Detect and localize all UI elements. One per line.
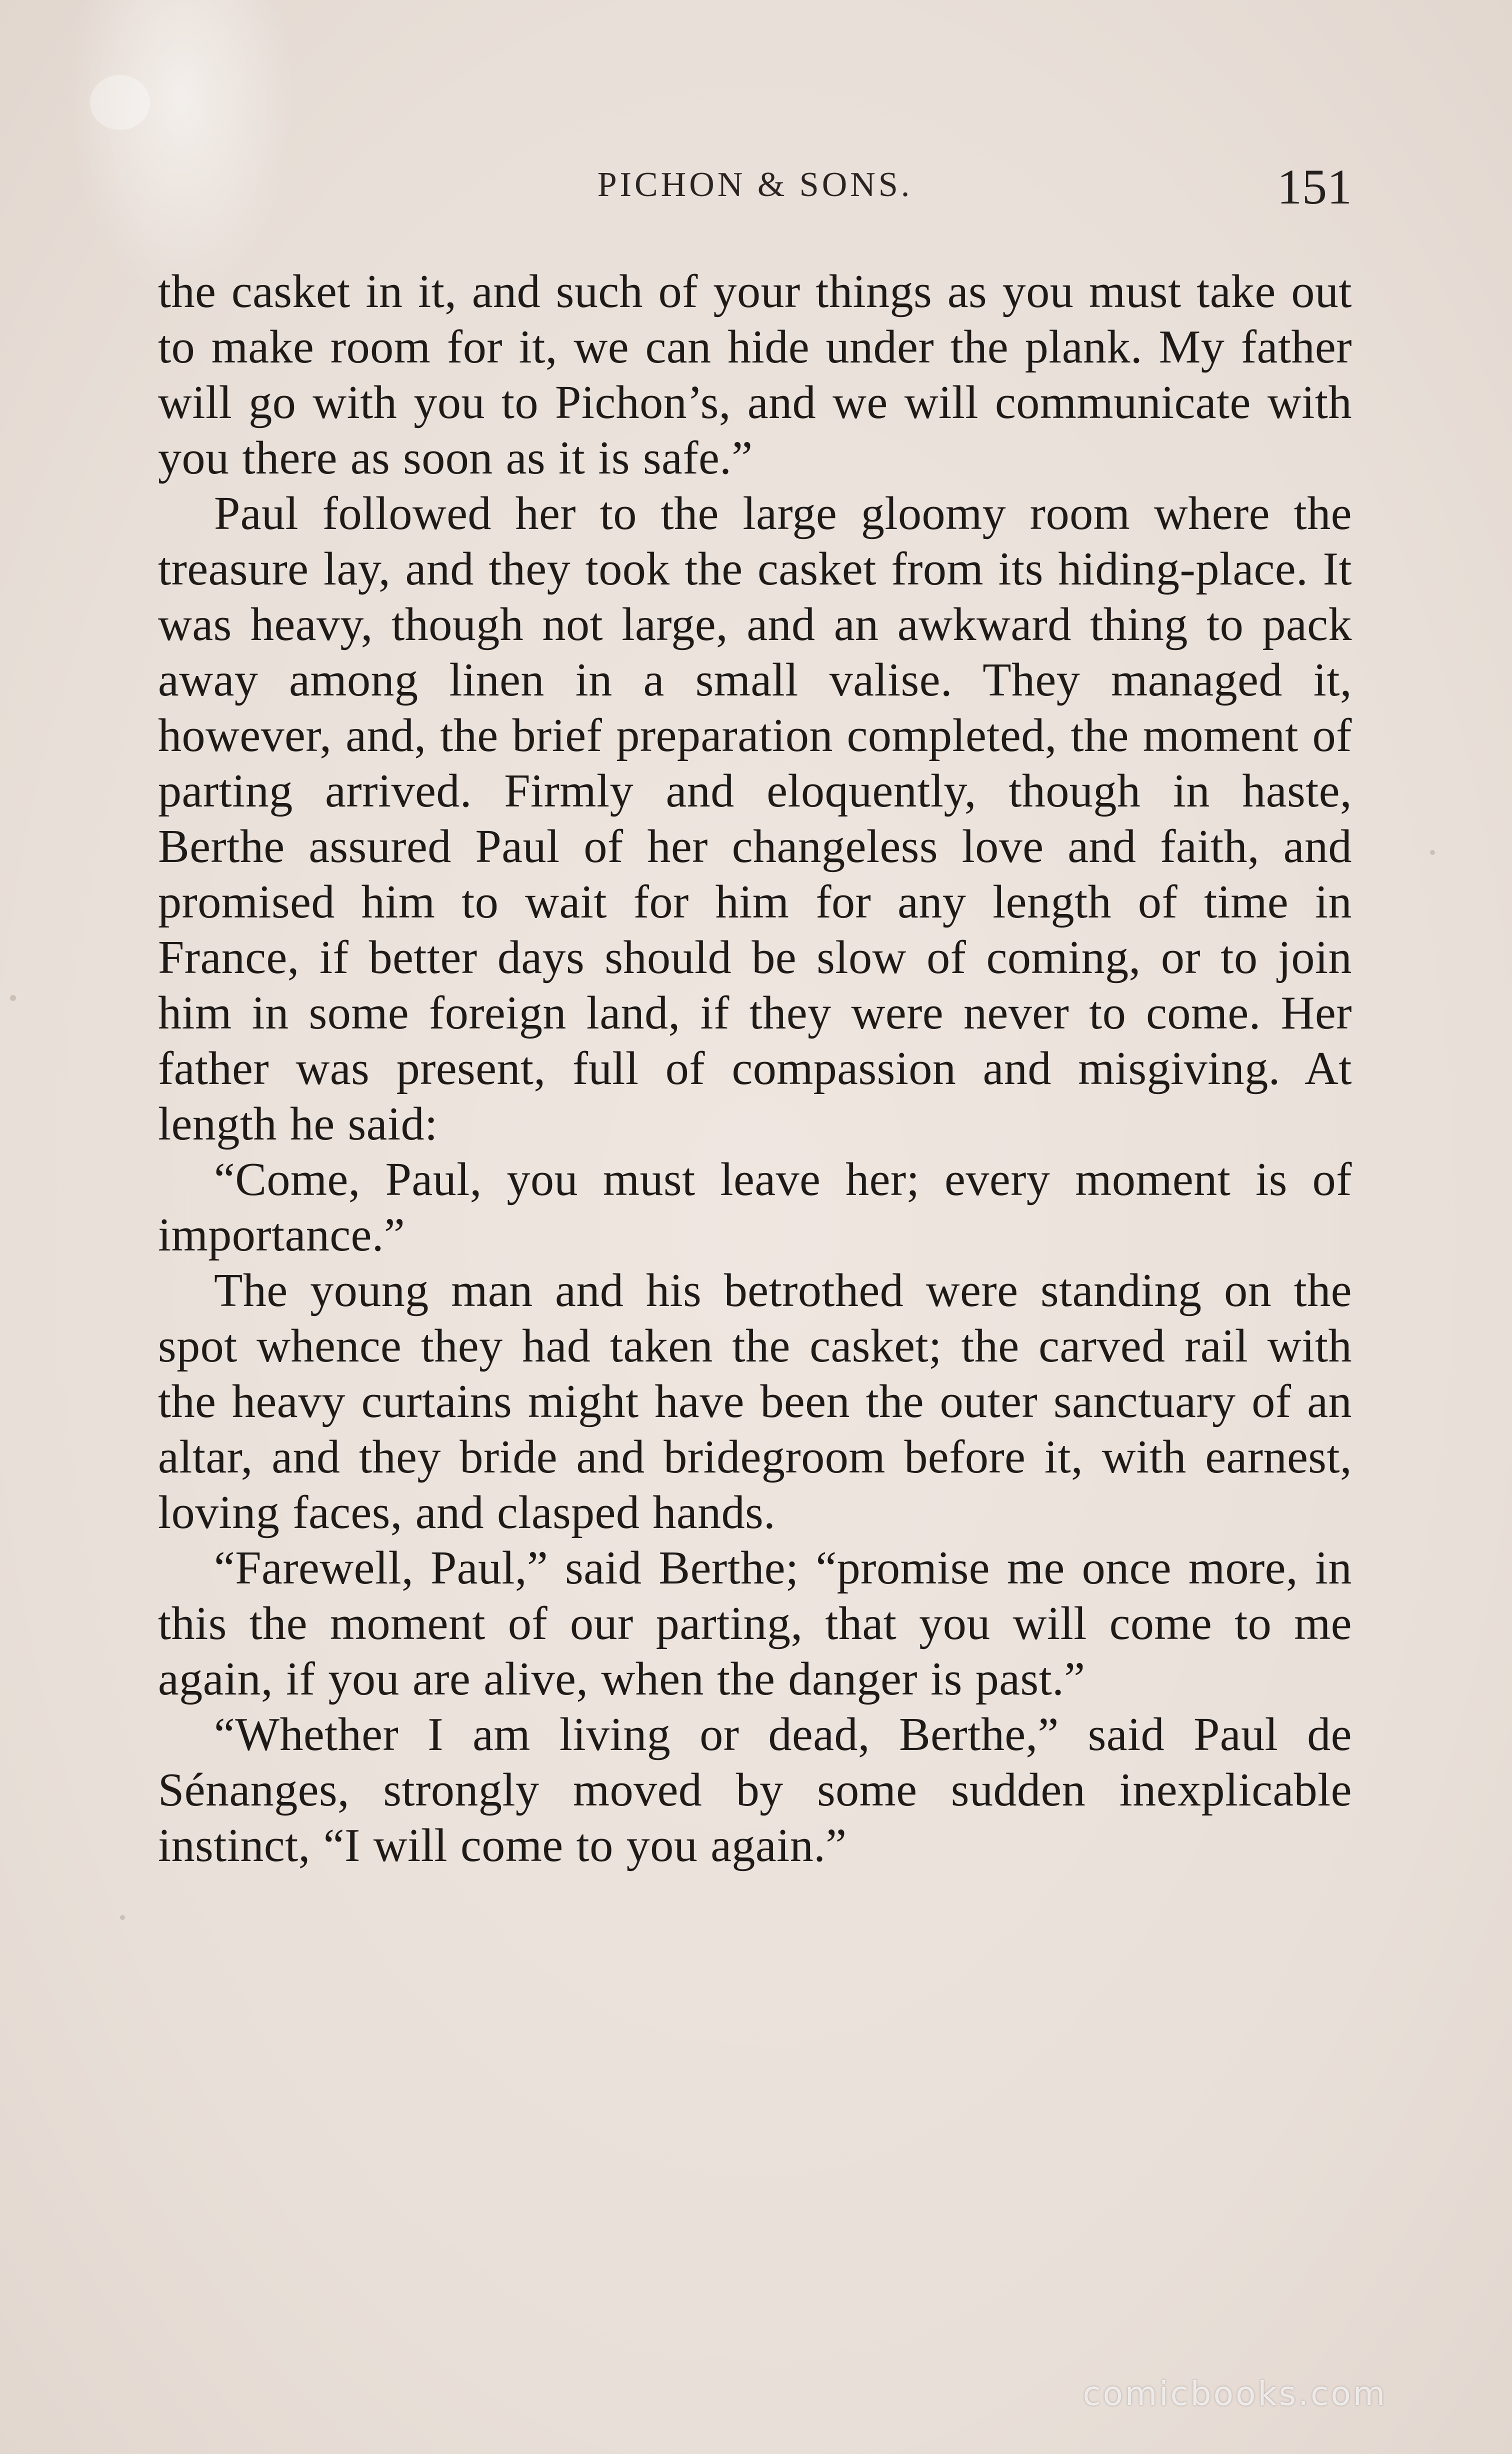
paragraph: “Whether I am living or dead, Berthe,” said Paul de Sénanges, strongly moved by some sudden inexplicable instinct, “I will come to you again.” (158, 1708, 1352, 1872)
running-title: PICHON & SONS. (597, 166, 913, 204)
paper-glare (90, 75, 150, 130)
page-header (158, 158, 1352, 213)
paragraph: The young man and his betrothed were standing on the spot whence they had taken the casket; the carved rail with the heavy curtains might have been the outer sanctuary of an altar, and they bride and bridegroom before it, with earnest, loving faces, and clasped hands. (158, 1264, 1352, 1538)
paragraph: “Farewell, Paul,” said Berthe; “promise me once more, in this the moment of our parting, that you will come to me again, if you are alive, when the danger is past.” (158, 1542, 1352, 1705)
paragraph: “Come, Paul, you must leave her; every moment is of importance.” (158, 1154, 1352, 1261)
paper-speck (1430, 850, 1435, 855)
page-number: 151 (1277, 159, 1352, 214)
paragraph: Paul followed her to the large gloomy room where the treasure lay, and they took the casket from its hiding-place. It was heavy, though not large, and an awkward thing to pack away among linen in a small valise. They managed it, however, and, the brief preparation completed, the moment of parting arrived. Firmly and eloquently, though in haste, Berthe assured Paul of her changeless love and faith, and promised him to wait for him for any length of time in France, if better days should be slow of coming, or to join him in some foreign land, if they were never to come. Her father was present, full of compassion and misgiving. At length he said: (158, 488, 1352, 1150)
paragraph: the casket in it, and such of your things as you must take out to make room for it, we can hide under the plank. My father will go with you to Pichon’s, and we will communicate with you there as soon as it is safe.” (158, 266, 1352, 484)
paper-speck (10, 995, 16, 1001)
paper-speck (120, 1915, 125, 1920)
watermark: comicbooks.com (1082, 2374, 1387, 2413)
body-text (158, 264, 1352, 1874)
